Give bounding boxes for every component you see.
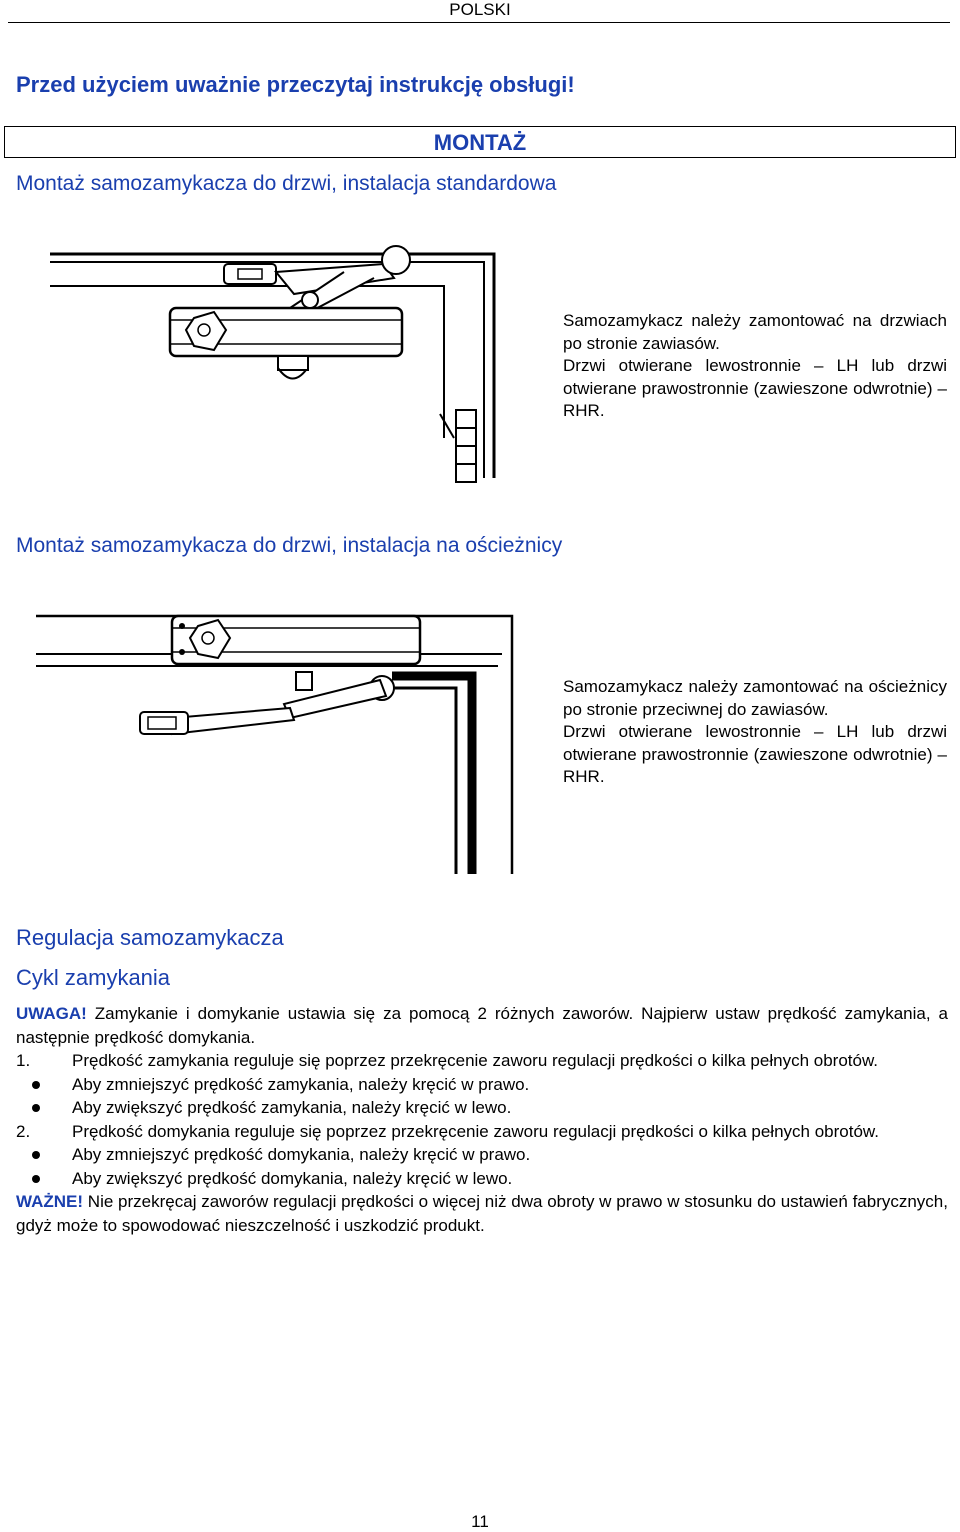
section-title: MONTAŻ [433, 130, 527, 155]
install-frame-description [563, 676, 947, 789]
bullet-icon [16, 1073, 72, 1097]
adjust-heading: Regulacja samozamykacza [16, 925, 284, 950]
bullet-icon [16, 1143, 72, 1167]
bullet-text: Aby zmniejszyć prędkość domykania, należy kręcić w prawo. [72, 1145, 531, 1164]
list-item-2-number: 2. [16, 1121, 31, 1141]
adjust-subheading: Cykl zamykania [16, 965, 171, 990]
install-standard-heading: Montaż samozamykacza do drzwi, instalacja standardowa [16, 172, 557, 195]
header-rule [8, 22, 950, 23]
page-number: 11 [471, 1512, 489, 1531]
note-paragraph [16, 1002, 948, 1049]
list-item-2-bullet-2 [16, 1167, 948, 1191]
important-label: WAŻNE! [16, 1192, 84, 1211]
note-text: Zamykanie i domykanie ustawia się za pomocą 2 różnych zaworów. Najpierw ustaw prędkość zamykania, a następnie prędkość domykania. [16, 1004, 948, 1047]
install-frame-text1: Samozamykacz należy zamontować na ościeżnicy po stronie przeciwnej do zawiasów. [563, 677, 947, 719]
install-frame-text2: Drzwi otwierane lewostronnie – LH lub drzwi otwierane prawostronnie (zawieszone odwrotnie) – RHR. [563, 722, 947, 786]
install-standard-text2: Drzwi otwierane lewostronnie – LH lub drzwi otwierane prawostronnie (zawieszone odwrotnie) – RHR. [563, 356, 947, 420]
list-item-2-text: Prędkość domykania reguluje się poprzez przekręcenie zaworu regulacji prędkości o kilka pełnych obrotów. [72, 1121, 879, 1141]
frame-installation-figure [32, 596, 532, 878]
header-language: POLSKI [449, 0, 511, 19]
adjust-body [16, 1002, 948, 1237]
list-item-2 [16, 1120, 948, 1144]
list-item-1-bullet-1 [16, 1073, 948, 1097]
warning-title: Przed użyciem uważnie przeczytaj instrukcję obsługi! [16, 72, 575, 97]
note-label: UWAGA! [16, 1004, 87, 1023]
bullet-icon [16, 1096, 72, 1120]
list-item-2-bullet-1 [16, 1143, 948, 1167]
install-frame-heading: Montaż samozamykacza do drzwi, instalacja na ościeżnicy [16, 534, 563, 557]
important-text: Nie przekręcaj zaworów regulacji prędkości o więcej niż dwa obroty w prawo w stosunku do ustawień fabrycznych, gdyż może to spowodować nieszczelność i uszkodzić produkt. [16, 1192, 948, 1235]
important-paragraph [16, 1190, 948, 1237]
standard-installation-figure [44, 238, 514, 494]
install-standard-description [563, 310, 947, 423]
bullet-text: Aby zwiększyć prędkość domykania, należy kręcić w lewo. [72, 1168, 513, 1188]
list-item-1-number: 1. [16, 1051, 31, 1070]
list-item-1 [16, 1049, 948, 1073]
install-standard-text1: Samozamykacz należy zamontować na drzwiach po stronie zawiasów. [563, 311, 947, 353]
bullet-text: Aby zmniejszyć prędkość zamykania, należy kręcić w prawo. [72, 1074, 530, 1094]
bullet-icon [16, 1167, 72, 1191]
list-item-1-bullet-2 [16, 1096, 948, 1120]
list-item-1-text: Prędkość zamykania reguluje się poprzez przekręcenie zaworu regulacji prędkości o kilka pełnych obrotów. [72, 1051, 879, 1070]
bullet-text: Aby zwiększyć prędkość zamykania, należy kręcić w lewo. [72, 1098, 512, 1117]
